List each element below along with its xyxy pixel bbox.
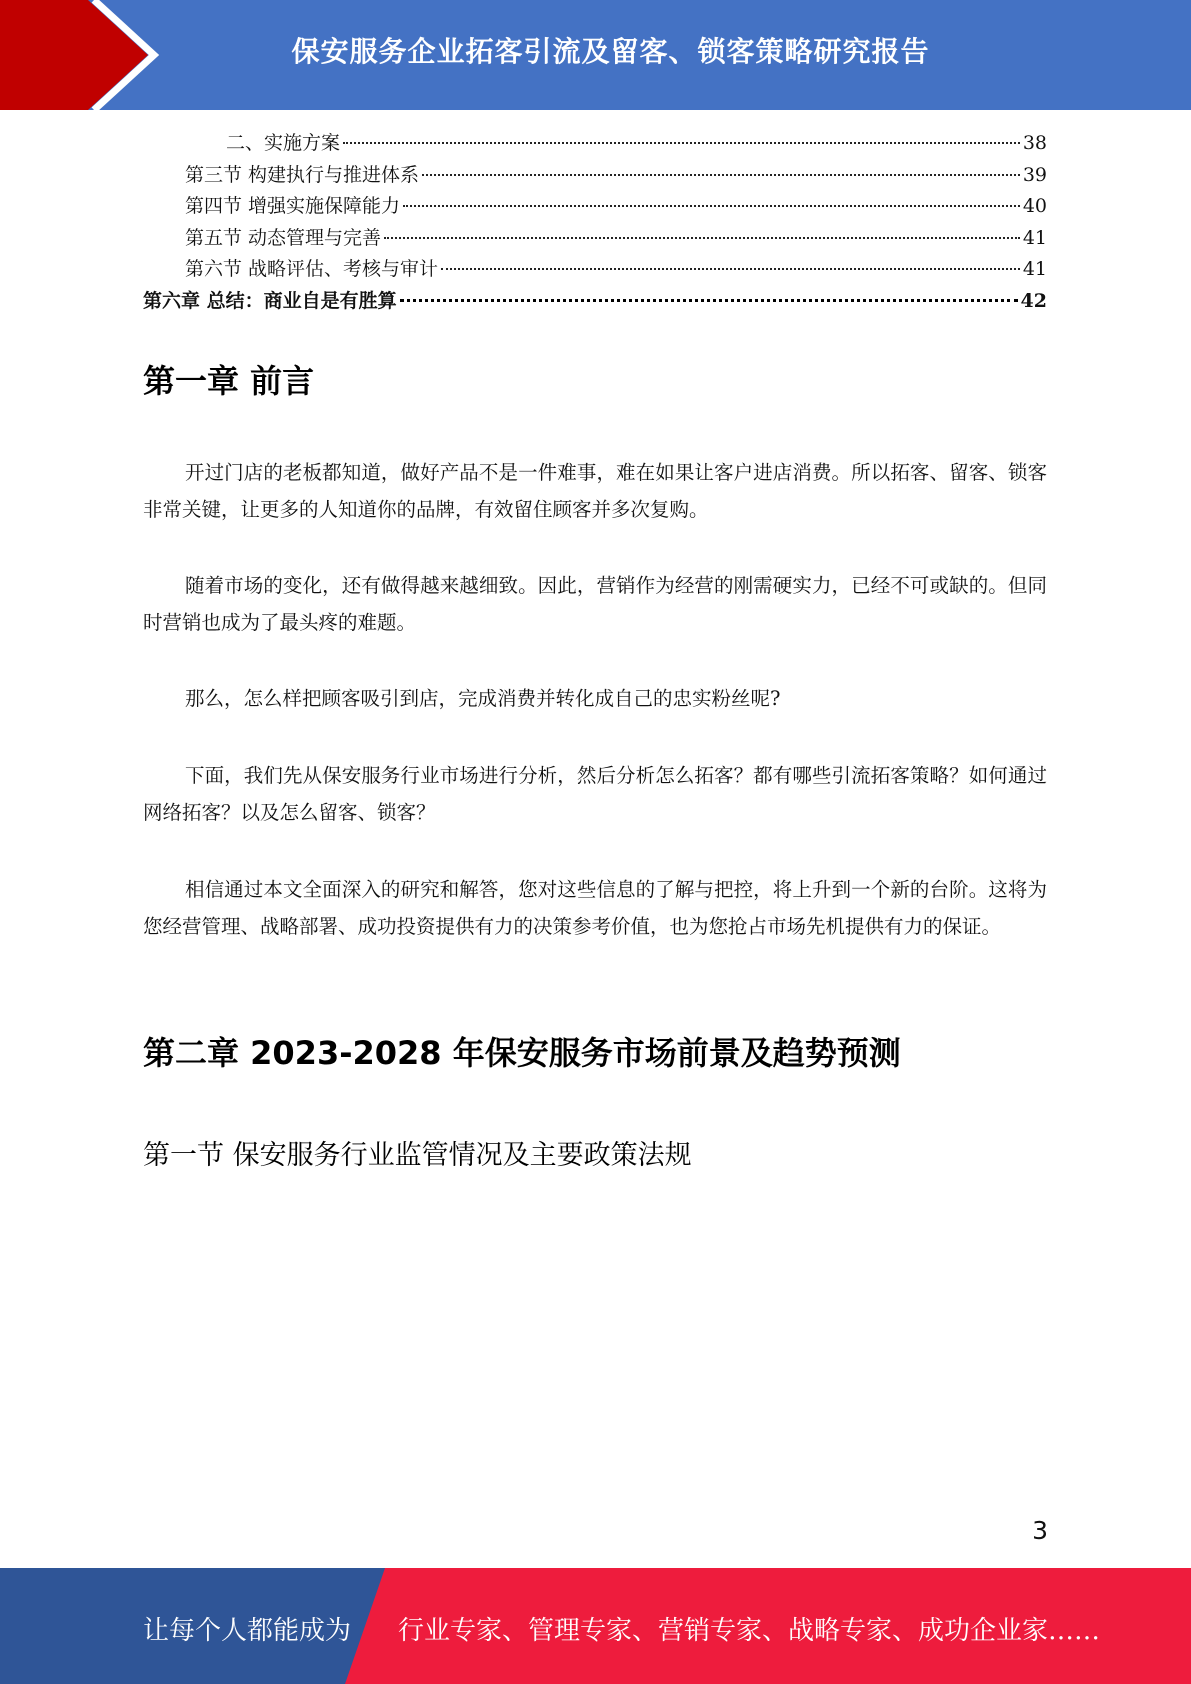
- toc-dot-leader: [384, 237, 1020, 239]
- body-paragraph: 相信通过本文全面深入的研究和解答，您对这些信息的了解与把控，将上升到一个新的台阶。这将为您经营管理、战略部署、成功投资提供有力的决策参考价值，也为您抢占市场先机提供有力的保证。: [143, 878, 1047, 938]
- page-header: [0, 0, 1191, 110]
- toc-entry[interactable]: [143, 223, 1047, 255]
- toc-entry-page: 40: [1022, 195, 1047, 217]
- toc-entry-page: 42: [1020, 289, 1047, 312]
- toc-dot-leader: [422, 174, 1020, 176]
- toc-dot-leader: [441, 268, 1020, 270]
- footer-slogan-left: 让每个人都能成为: [143, 1616, 352, 1646]
- report-title: 保安服务企业拓客引流及留客、锁客策略研究报告: [291, 35, 930, 68]
- toc-entry-label: 第六章 总结：商业自是有胜算: [143, 289, 397, 312]
- chapter-heading: 第一章 前言: [143, 362, 315, 400]
- toc-entry-label: 第四节 增强实施保障能力: [185, 195, 401, 217]
- toc-entry[interactable]: [143, 286, 1047, 318]
- toc-entry[interactable]: [143, 254, 1047, 286]
- page-number: 3: [1032, 1516, 1048, 1545]
- toc-entry-label: 第三节 构建执行与推进体系: [185, 163, 420, 186]
- toc-entry-page: 38: [1022, 132, 1047, 154]
- toc-dot-leader: [403, 205, 1020, 207]
- table-of-contents: [143, 128, 1047, 317]
- section-heading: 第一节 保安服务行业监管情况及主要政策法规: [143, 1140, 692, 1171]
- body-paragraph: 那么，怎么样把顾客吸引到店，完成消费并转化成自己的忠实粉丝呢?: [185, 687, 781, 710]
- toc-entry-page: 41: [1022, 226, 1047, 249]
- chapter-heading: 第二章 2023-2028 年保安服务市场前景及趋势预测: [143, 1034, 901, 1072]
- toc-entry-page: 41: [1022, 258, 1047, 280]
- toc-dot-leader: [400, 299, 1018, 302]
- toc-dot-leader: [343, 142, 1020, 144]
- toc-entry-label: 二、实施方案: [226, 132, 341, 154]
- toc-entry[interactable]: [143, 128, 1047, 160]
- page-footer: [0, 1568, 1191, 1684]
- toc-entry[interactable]: [143, 191, 1047, 223]
- body-paragraph: 随着市场的变化，还有做得越来越细致。因此，营销作为经营的刚需硬实力，已经不可或缺的。但同时营销也成为了最头疼的难题。: [143, 574, 1047, 634]
- toc-entry-label: 第五节 动态管理与完善: [185, 226, 382, 249]
- body-paragraph: 开过门店的老板都知道，做好产品不是一件难事，难在如果让客户进店消费。所以拓客、留客、锁客非常关键，让更多的人知道你的品牌，有效留住顾客并多次复购。: [143, 461, 1047, 521]
- footer-slogan-right: 行业专家、管理专家、营销专家、战略专家、成功企业家……: [398, 1616, 1101, 1646]
- toc-entry-label: 第六节 战略评估、考核与审计: [185, 258, 439, 280]
- body-paragraph: 下面，我们先从保安服务行业市场进行分析，然后分析怎么拓客？都有哪些引流拓客策略？如何通过网络拓客？以及怎么留客、锁客？: [143, 764, 1047, 824]
- toc-entry-page: 39: [1022, 163, 1047, 186]
- toc-entry[interactable]: [143, 160, 1047, 192]
